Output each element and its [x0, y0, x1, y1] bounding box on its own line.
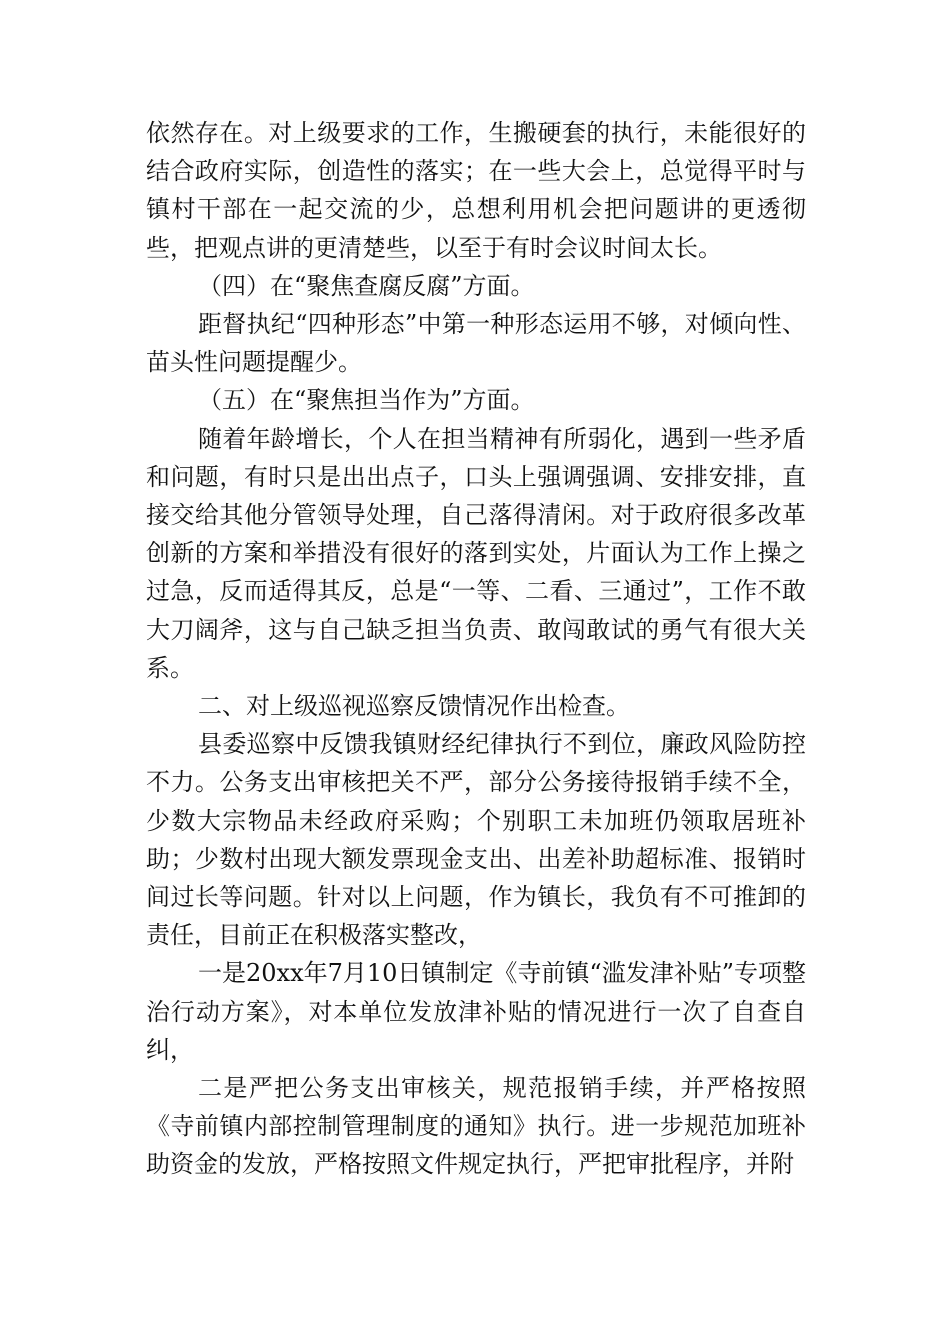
document-body	[146, 114, 806, 1184]
paragraph: 一是20xx年7月10日镇制定《寺前镇“滥发津补贴”专项整治行动方案》，对本单位发放津补贴的情况进行一次了自查自纠，	[146, 959, 806, 1064]
section-heading-two: 二、对上级巡视巡察反馈情况作出检查。	[198, 692, 630, 721]
section-heading-five: （五）在“聚焦担当作为”方面。	[198, 386, 535, 415]
paragraph: 距督执纪“四种形态”中第一种形态运用不够，对倾向性、苗头性问题提醒少。	[146, 310, 806, 377]
paragraph: 二是严把公务支出审核关，规范报销手续，并严格按照《寺前镇内部控制管理制度的通知》执行。进一步规范加班补助资金的发放，严格按照文件规定执行，严把审批程序，并附	[146, 1074, 806, 1179]
paragraph: 随着年龄增长，个人在担当精神有所弱化，遇到一些矛盾和问题，有时只是出出点子，口头上强调强调、安排安排，直接交给其他分管领导处理，自己落得清闲。对于政府很多改革创新的方案和举措没有很好的落到实处，片面认为工作上操之过急，反而适得其反，总是“一等、二看、三通过”，工作不敢大刀阔斧，这与自己缺乏担当负责、敢闯敢试的勇气有很大关系。	[146, 424, 806, 682]
paragraph-continued: 依然存在。对上级要求的工作，生搬硬套的执行，未能很好的结合政府实际，创造性的落实；在一些大会上，总觉得平时与镇村干部在一起交流的少，总想利用机会把问题讲的更透彻些，把观点讲的更清楚些，以至于有时会议时间太长。	[146, 119, 806, 262]
section-heading-four: （四）在“聚焦查腐反腐”方面。	[198, 271, 535, 300]
paragraph: 县委巡察中反馈我镇财经纪律执行不到位，廉政风险防控不力。公务支出审核把关不严，部分公务接待报销手续不全，少数大宗物品未经政府采购；个别职工未加班仍领取居班补助；少数村出现大额发票现金支出、出差补助超标准、报销时间过长等问题。针对以上问题，作为镇长，我负有不可推卸的责任，目前正在积极落实整改，	[146, 730, 806, 950]
